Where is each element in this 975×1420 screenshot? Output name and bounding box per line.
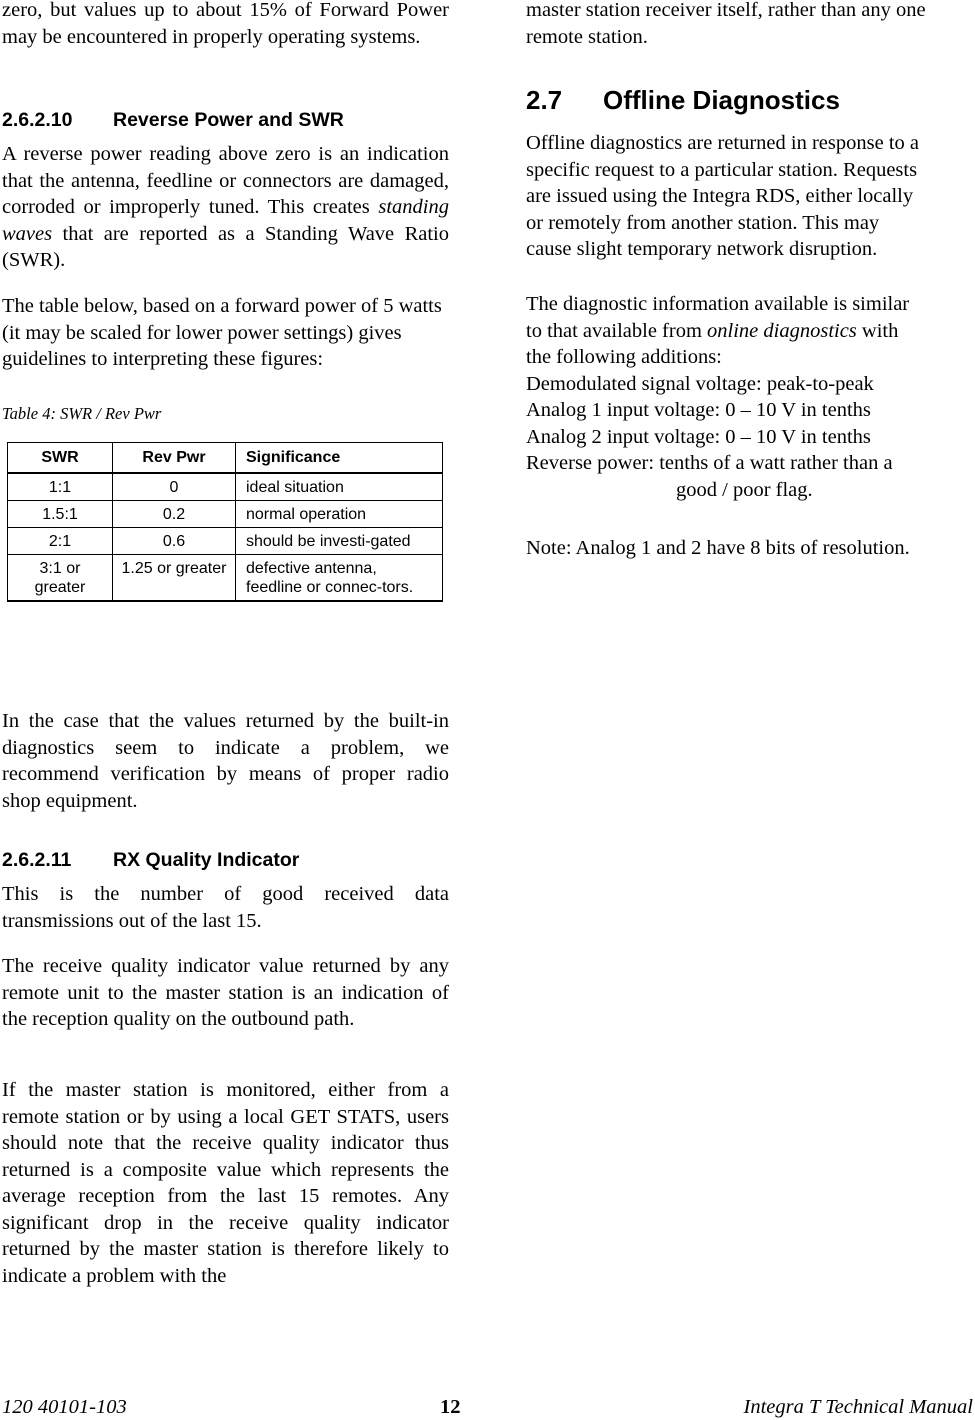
- section-heading-offline-diagnostics: [526, 84, 973, 116]
- header-rev-pwr: Rev Pwr: [113, 443, 236, 474]
- table-row: [8, 473, 443, 501]
- document-number: 120 40101-103: [2, 1396, 127, 1418]
- section-title: Reverse Power and SWR: [113, 109, 344, 131]
- cell-swr: 2:1: [8, 528, 113, 555]
- text-line: The diagnostic information available is similar: [526, 293, 910, 315]
- header-swr: SWR: [8, 443, 113, 474]
- page-number: 12: [440, 1396, 461, 1418]
- continued-paragraph: master station receiver itself, rather than any one remote station.: [526, 0, 926, 48]
- offline-paragraph-1: [526, 130, 973, 263]
- header-significance: Significance: [236, 443, 443, 474]
- rx-quality-paragraph-1: This is the number of good received data transmissions out of the last 15.: [2, 883, 449, 932]
- text-line: or remotely from another station. This may: [526, 211, 880, 234]
- list-item: Reverse power: tenths of a watt rather than a: [526, 452, 893, 474]
- section-heading-reverse-power: [2, 108, 449, 132]
- table-row: [8, 555, 443, 602]
- text-run: with: [856, 319, 899, 342]
- section-number: 2.7: [526, 85, 563, 115]
- cell-swr: 1:1: [8, 473, 113, 501]
- text-line: are issued using the Integra RDS, either locally: [526, 185, 914, 207]
- emphasis-standing-waves: standing waves: [2, 196, 449, 245]
- table-row: [8, 528, 443, 555]
- section-number: 2.6.2.10: [2, 109, 73, 131]
- text-run: that are reported as a Standing Wave Ratio (SWR).: [2, 222, 449, 271]
- page-footer: [2, 1394, 973, 1420]
- text-line: specific request to a particular station. Requests: [526, 158, 918, 181]
- manual-title: Integra T Technical Manual: [743, 1396, 973, 1418]
- table-header-row: [8, 443, 443, 474]
- cell-rev-pwr: 0.6: [113, 528, 236, 555]
- section-title: Offline Diagnostics: [603, 85, 840, 115]
- text-line: Offline diagnostics are returned in response to a: [526, 132, 919, 154]
- cell-swr: 1.5:1: [8, 501, 113, 528]
- rx-quality-paragraph-2: The receive quality indicator value returned by any remote unit to the master station is an indication of the reception quality on the outbound path.: [2, 955, 449, 1030]
- section-number: 2.6.2.11: [2, 849, 72, 871]
- reverse-power-paragraph: [2, 141, 449, 274]
- list-item-continuation: good / poor flag.: [676, 478, 813, 501]
- cell-significance: should be investi-gated: [236, 528, 443, 555]
- section-title: RX Quality Indicator: [113, 849, 300, 871]
- text-line: the following additions:: [526, 346, 722, 368]
- cell-rev-pwr: 0.2: [113, 501, 236, 528]
- table-row: [8, 501, 443, 528]
- emphasis-online-diagnostics: online diagnostics: [707, 319, 857, 342]
- cell-significance: defective antenna, feedline or connec-tors.: [236, 555, 443, 602]
- text-run: to that available from: [526, 319, 708, 342]
- text-line: [526, 318, 973, 345]
- offline-paragraph-2: [526, 291, 973, 503]
- intro-paragraph: zero, but values up to about 15% of Forward Power may be encountered in properly operating systems.: [2, 0, 449, 48]
- section-heading-rx-quality: [2, 848, 449, 872]
- cell-rev-pwr: 1.25 or greater: [113, 555, 236, 602]
- cell-rev-pwr: 0: [113, 473, 236, 501]
- list-item: Analog 1 input voltage: 0 – 10 V in tenths: [526, 399, 871, 421]
- text-run: A reverse power reading above zero is an indication that the antenna, feedline or connectors are damaged, corroded or improperly tuned. This creates: [2, 143, 449, 218]
- rx-quality-paragraph-3: If the master station is monitored, either from a remote station or by using a local GET STATS, users should note that the receive quality indicator thus returned is a composite value which represents the average reception from the last 15 remotes. Any significant drop in the receive quality indicator returned by the master station is therefore likely to indicate a problem with the: [2, 1079, 449, 1287]
- text-line: cause slight temporary network disruption.: [526, 238, 878, 260]
- resolution-note: Note: Analog 1 and 2 have 8 bits of resolution.: [526, 537, 910, 559]
- list-item: Analog 2 input voltage: 0 – 10 V in tenths: [526, 425, 871, 448]
- cell-significance: ideal situation: [236, 473, 443, 501]
- cell-significance: normal operation: [236, 501, 443, 528]
- table-intro-paragraph: The table below, based on a forward power of 5 watts (it may be scaled for lower power settings) gives guidelines to interpreting these figures:: [2, 295, 442, 370]
- table-caption: Table 4: SWR / Rev Pwr: [2, 404, 162, 423]
- cell-swr: 3:1 or greater: [8, 555, 113, 602]
- list-item: Demodulated signal voltage: peak-to-peak: [526, 372, 874, 395]
- swr-table: [7, 442, 443, 602]
- verification-paragraph: In the case that the values returned by the built-in diagnostics seem to indicate a problem, we recommend verification by means of proper radio shop equipment.: [2, 710, 449, 812]
